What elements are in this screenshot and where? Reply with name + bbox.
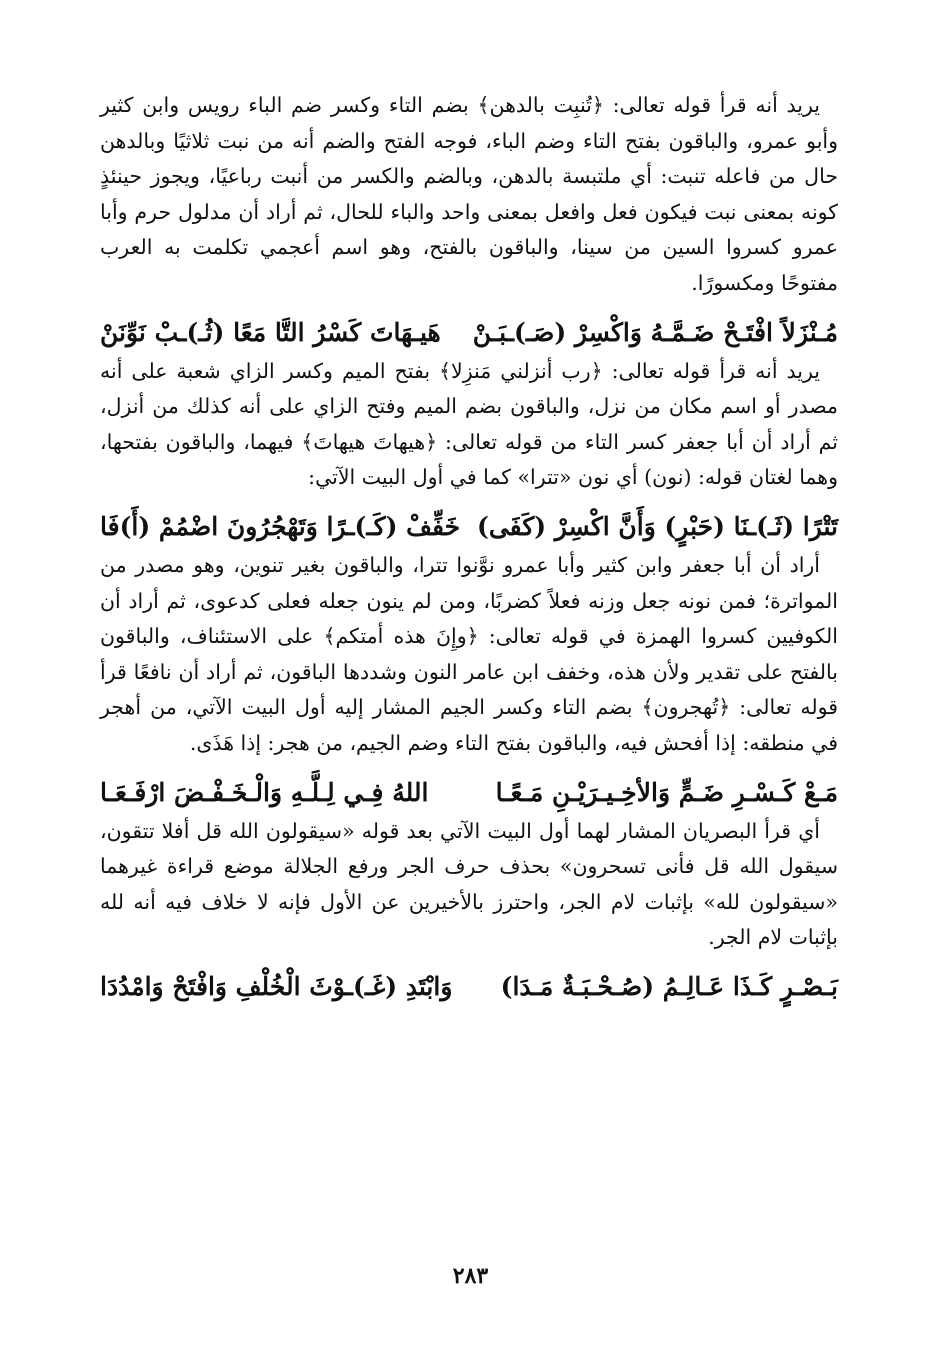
commentary-paragraph-3: أراد أن أبا جعفر وابن كثير وأبا عمرو نوَّنوا تترا، والباقون بغير تنوين، وهو مصدر من المواترة؛ فمن نونه جعل وزنه فعلاً كضربًا، ومن لم ينون جعله فعلى كدعوى، ثم أراد أن الكوفيين كسروا الهمزة في قوله تعالى: ﴿وإِنَ هذه أمتكم﴾ على الاستئناف، والباقون بالفتح على تقدير ولأن هذه، وخفف ابن عامر النون وشددها الباقون، ثم أراد أن نافعًا قرأ قوله تعالى: ﴿تُهجرون﴾ بضم التاء وكسر الجيم المشار إليه أول البيت الآتي، من أهجر في منطقه: إذا أفحش فيه، والباقون بفتح التاء وضم الجيم، من هجر: إذا هَذَى. [100,552,838,755]
verse-line-2 [100,510,838,544]
verse-3-first-hemistich: مَـعْ كَـسْـرِ ضَـمٍّ وَالأخِـيـرَيْـنِ مَـعًـا [495,777,838,807]
page-number: ٢٨٣ [452,1263,489,1289]
verse-2-first-hemistich: تَتْرًا (ثَـ)ـنَا (حَبْرٍ) وَأَنَّ اكْسِرْ (كَفَى) [477,511,838,541]
verse-line-1 [100,316,838,350]
commentary-paragraph-2: يريد أنه قرأ قوله تعالى: ﴿رب أنزلني مَنزِلا﴾ بفتح الميم وكسر الزاي شعبة على أنه مصدر أو اسم مكان من نزل، والباقون بضم الميم وفتح الزاي على أنه كذلك من أنزل، ثم أراد أن أبا جعفر كسر التاء من قوله تعالى: ﴿هيهاتَ هيهاتَ﴾ فيهما، والباقون بفتحها، وهما لغتان قوله: (نون) أي نون «تترا» كما في أول البيت الآتي: [100,358,838,490]
verse-4-second-hemistich: وَابْتَدِ (غَـ)ـوْثَ الْخُلْفِ وَافْتَحْ وَامْدُدَا [100,971,453,1001]
commentary-paragraph-4: أي قرأ البصريان المشار لهما أول البيت الآتي بعد قوله «سيقولون الله قل أفلا تتقون، سيقول الله قل فأنى تسحرون» بحذف حرف الجر ورفع الجلالة موضع قراءة غيرهما «سيقولون لله» بإثبات لام الجر، واحترز بالأخيرين عن الأول فإنه لا خلاف فيه أنه لله بإثبات لام الجر. [100,818,838,950]
verse-2-second-hemistich: خَفِّفْ (كَـ)ـرًا وَتَهْجُرُونَ اضْمُمْ (أَ)فَا [100,511,461,541]
verse-line-3 [100,776,838,810]
verse-4-first-hemistich: بَـصْـرٍ كَـذَا عَـالِـمُ (صُـحْـبَـةٌ مَـدَا) [500,971,838,1001]
commentary-paragraph-1: يريد أنه قرأ قوله تعالى: ﴿تُنبِت بالدهن﴾ بضم التاء وكسر ضم الباء رويس وابن كثير وأبو عمرو، والباقون بفتح التاء وضم الباء، فوجه الفتح والضم أنه من نبت ثلاثيًا وبالدهن حال من فاعله تنبت: أي ملتبسة بالدهن، وبالضم والكسر من أنبت رباعيًا، ويجوز حينئذٍ كونه بمعنى نبت فيكون فعل وافعل بمعنى واحد والباء للحال، ثم أراد أن مدلول حرم وأبا عمرو كسروا السين من سينا، والباقون بالفتح، وهو اسم أعجمي تكلمت به العرب مفتوحًا ومكسورًا. [100,93,838,295]
verse-1-first-hemistich: مُـنْزَلاً افْتَـحْ ضَـمَّـهُ وَاكْسِرْ (صَـ)ـبَـنْ [472,317,838,347]
verse-line-4 [100,970,838,1004]
verse-3-second-hemistich: اللهُ فِـي لِـلَّـهِ وَالْـخَـفْـضَ ارْفَـعَـا [100,777,429,807]
page-body [100,88,838,1008]
verse-1-second-hemistich: هَيـهَاتَ كَسْرُ التَّا مَعًا (ثُـ)ـبْ نَوِّنَنْ [100,317,441,347]
